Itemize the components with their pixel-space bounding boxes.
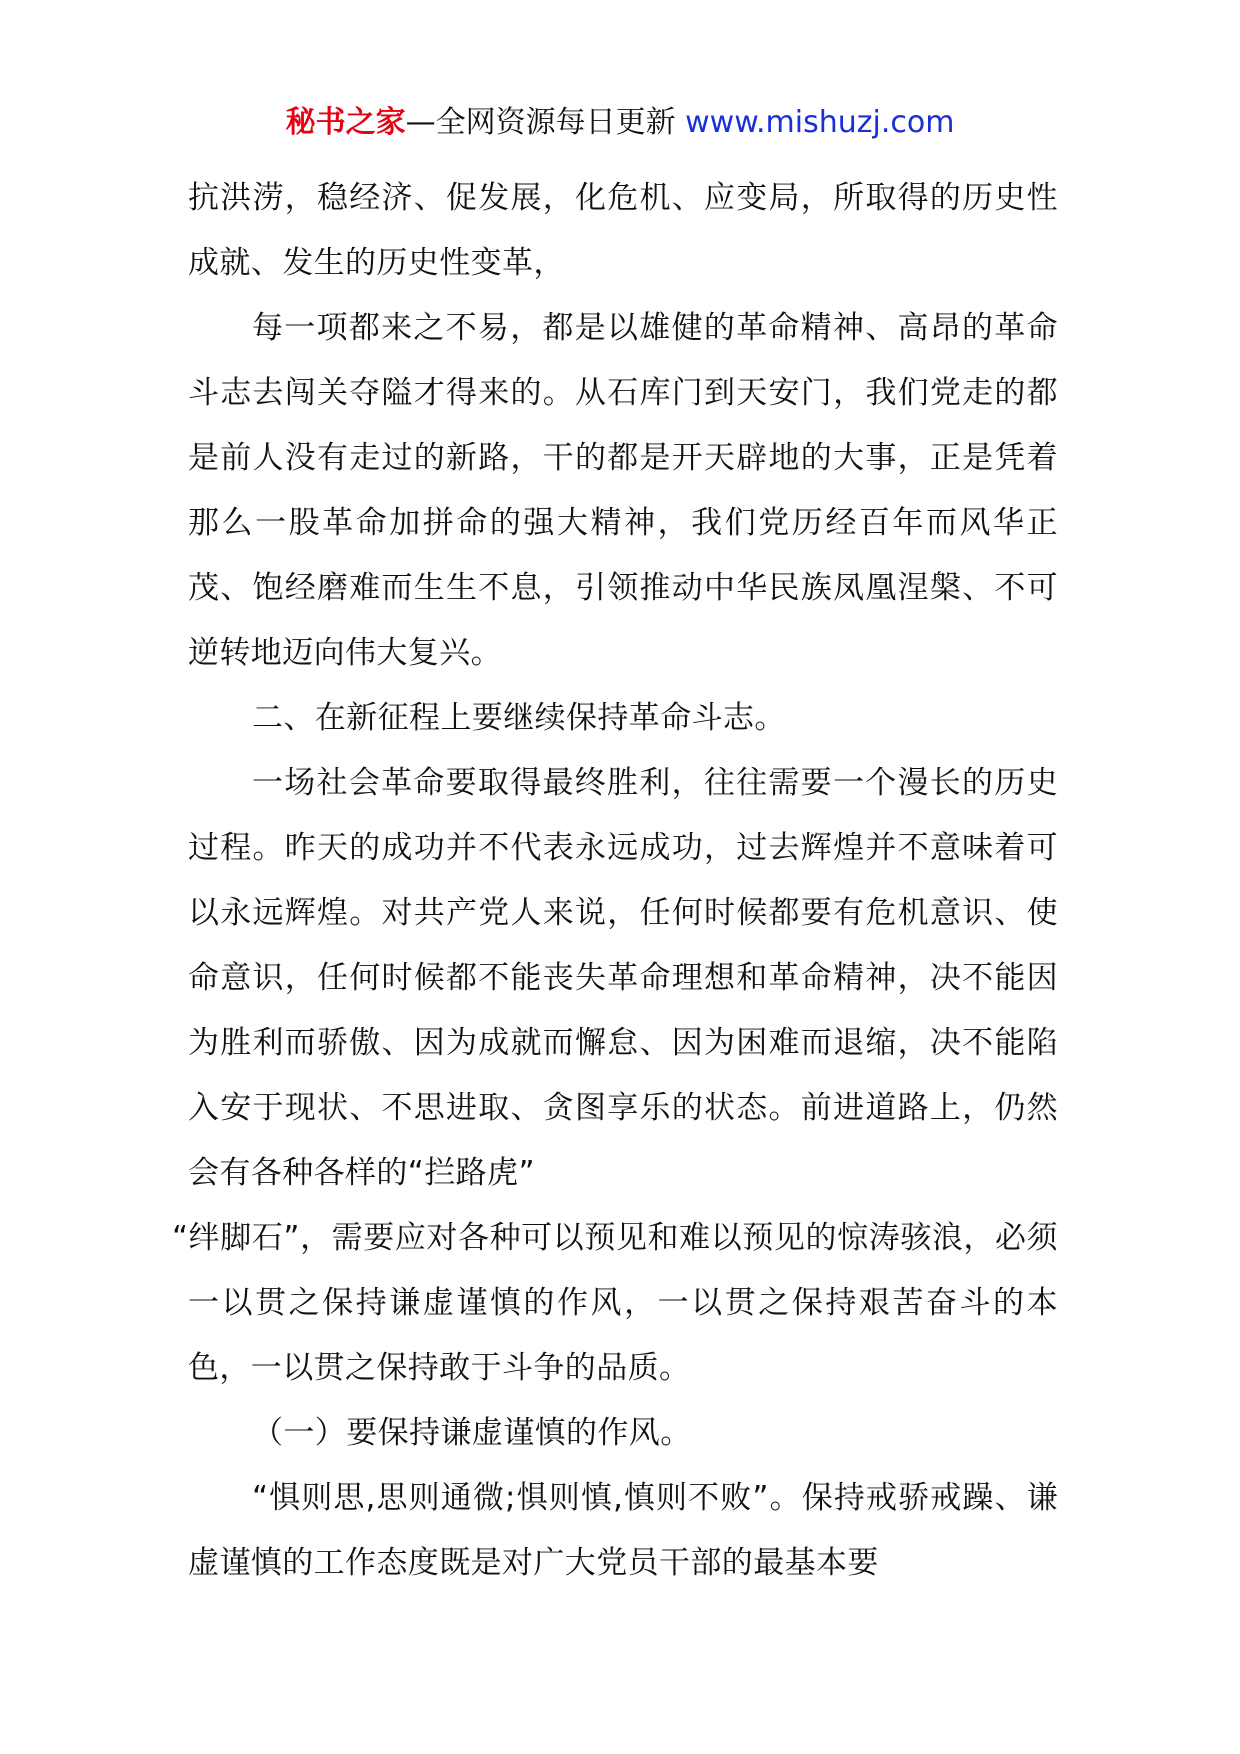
paragraph-5: “惧则思,思则通微;惧则慎,慎则不败”。保持戒骄戒躁、谦虚谨慎的工作态度既是对广大党员干部的最基本要 bbox=[188, 1480, 1058, 1581]
paragraph-1: 抗洪涝，稳经济、促发展，化危机、应变局，所取得的历史性成就、发生的历史性变革， bbox=[188, 180, 1058, 281]
subsection-heading-1: （一）要保持谦虚谨慎的作风。 bbox=[252, 1415, 692, 1451]
document-body bbox=[172, 166, 1058, 1596]
header-tagline: —全网资源每日更新 bbox=[405, 105, 676, 140]
page-header bbox=[0, 100, 1240, 146]
site-url-link[interactable]: www.mishuzj.com bbox=[685, 105, 955, 140]
paragraph-4: “绊脚石”，需要应对各种可以预见和难以预见的惊涛骇浪，必须一以贯之保持谦虚谨慎的作风，一以贯之保持艰苦奋斗的本色，一以贯之保持敢于斗争的品质。 bbox=[172, 1220, 1058, 1386]
paragraph-2: 每一项都来之不易，都是以雄健的革命精神、高昂的革命斗志去闯关夺隘才得来的。从石库门到天安门，我们党走的都是前人没有走过的新路，干的都是开天辟地的大事，正是凭着那么一股革命加拼命的强大精神，我们党历经百年而风华正茂、饱经磨难而生生不息，引领推动中华民族凤凰涅槃、不可逆转地迈向伟大复兴。 bbox=[188, 310, 1058, 671]
section-heading-2: 二、在新征程上要继续保持革命斗志。 bbox=[252, 700, 786, 736]
paragraph-3: 一场社会革命要取得最终胜利，往往需要一个漫长的历史过程。昨天的成功并不代表永远成功，过去辉煌并不意味着可以永远辉煌。对共产党人来说，任何时候都要有危机意识、使命意识，任何时候都不能丧失革命理想和革命精神，决不能因为胜利而骄傲、因为成就而懈怠、因为困难而退缩，决不能陷入安于现状、不思进取、贪图享乐的状态。前进道路上，仍然会有各种各样的“拦路虎” bbox=[188, 765, 1058, 1191]
brand-name: 秘书之家 bbox=[285, 105, 406, 140]
